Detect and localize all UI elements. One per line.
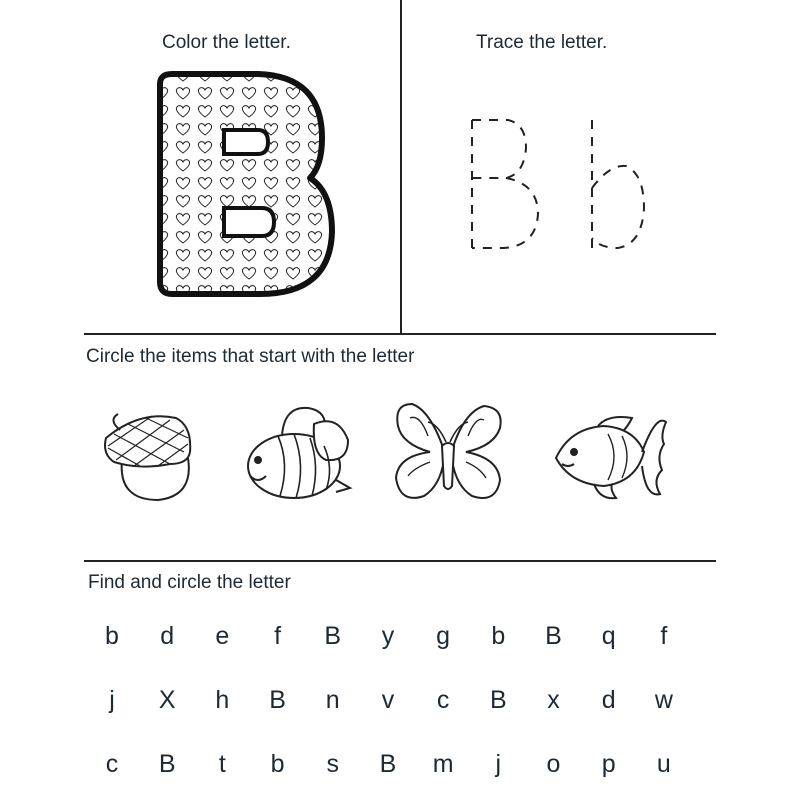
letter[interactable]: h xyxy=(215,685,230,714)
fish-icon[interactable] xyxy=(548,412,672,504)
letter[interactable]: v xyxy=(381,685,395,714)
circle-items-heading: Circle the items that start with the letter xyxy=(86,346,415,367)
bubble-letter-b[interactable] xyxy=(150,66,340,302)
letter[interactable]: B xyxy=(489,685,507,714)
letter[interactable]: m xyxy=(432,749,454,778)
letter[interactable]: o xyxy=(546,749,561,778)
letter[interactable]: s xyxy=(326,749,339,778)
letter[interactable]: p xyxy=(601,749,616,778)
letter[interactable]: B xyxy=(545,621,562,650)
letter[interactable]: u xyxy=(656,749,671,778)
trace-uppercase-b xyxy=(472,120,538,248)
letter[interactable]: B xyxy=(158,749,176,778)
letter-grid xyxy=(92,604,684,796)
letter-row-2 xyxy=(92,668,684,732)
letter[interactable]: f xyxy=(274,621,282,650)
letter[interactable]: X xyxy=(158,685,176,714)
letter[interactable]: q xyxy=(601,621,616,650)
trace-letters[interactable] xyxy=(460,112,660,254)
vertical-divider xyxy=(400,0,402,334)
letter[interactable]: f xyxy=(660,621,668,650)
horizontal-divider-1 xyxy=(84,333,716,335)
trace-lowercase-b xyxy=(592,120,644,248)
letter[interactable]: t xyxy=(218,749,226,778)
letter[interactable]: j xyxy=(495,749,502,778)
letter[interactable]: B xyxy=(379,749,397,778)
letter[interactable]: d xyxy=(160,621,175,650)
letter[interactable]: b xyxy=(270,749,285,778)
letter[interactable]: n xyxy=(325,685,340,714)
letter[interactable]: b xyxy=(105,621,119,650)
letter[interactable]: c xyxy=(436,685,450,714)
letter[interactable]: B xyxy=(269,685,286,714)
acorn-icon[interactable] xyxy=(100,408,200,504)
letter[interactable]: x xyxy=(547,685,560,714)
trace-heading: Trace the letter. xyxy=(476,32,608,53)
letter[interactable]: e xyxy=(215,621,230,650)
color-heading: Color the letter. xyxy=(162,32,291,53)
letter[interactable]: b xyxy=(491,621,506,650)
find-heading: Find and circle the letter xyxy=(88,572,291,593)
letter[interactable]: c xyxy=(105,749,119,778)
bee-icon[interactable] xyxy=(238,404,354,504)
letter[interactable]: j xyxy=(109,685,115,714)
letter-row-1 xyxy=(92,604,684,668)
letter[interactable]: g xyxy=(436,621,451,650)
letter[interactable]: y xyxy=(381,621,395,650)
butterfly-icon[interactable] xyxy=(390,400,506,510)
letter[interactable]: B xyxy=(324,621,342,650)
letter[interactable]: w xyxy=(654,685,673,714)
letter[interactable]: d xyxy=(601,685,616,714)
letter-row-3 xyxy=(92,732,684,796)
horizontal-divider-2 xyxy=(84,560,716,562)
